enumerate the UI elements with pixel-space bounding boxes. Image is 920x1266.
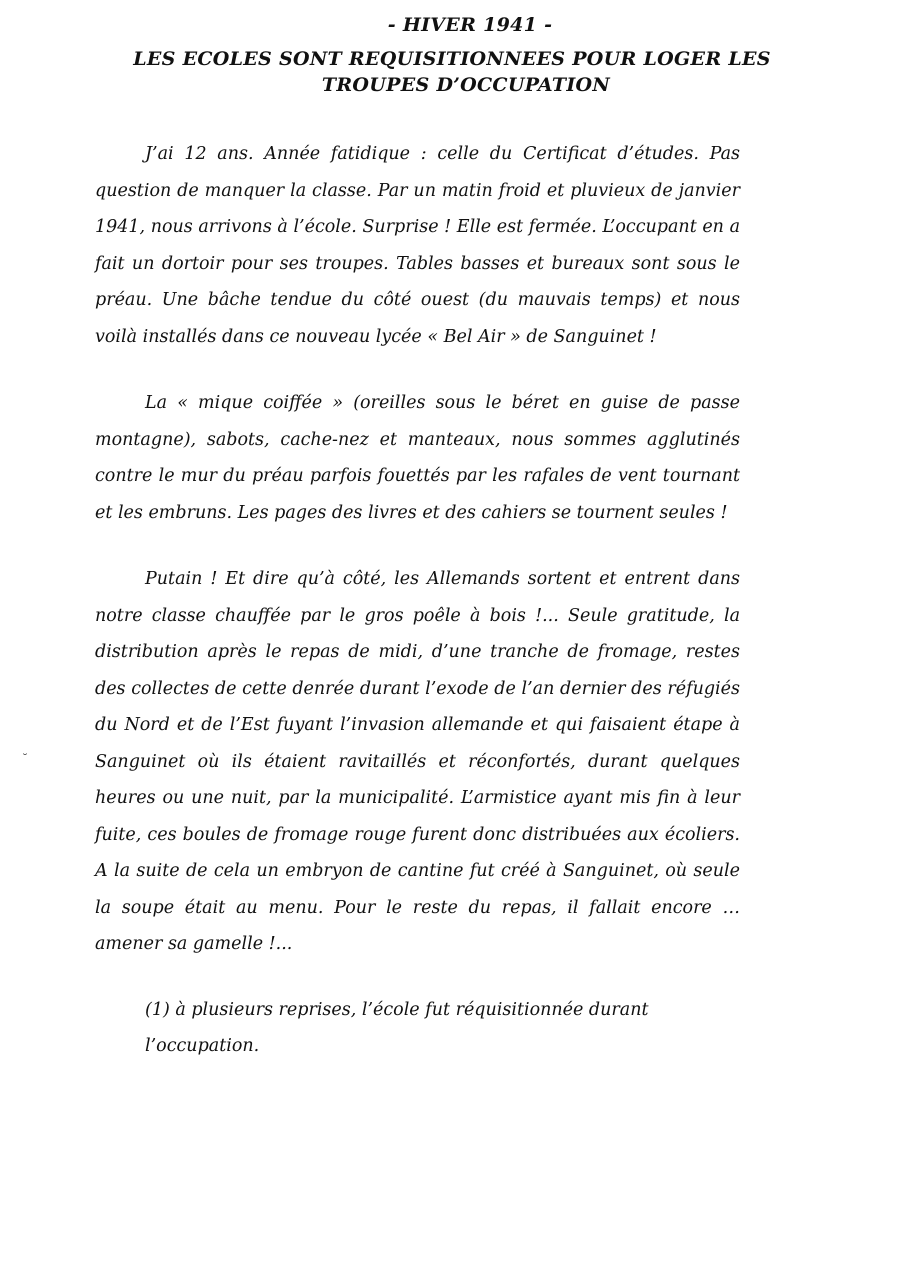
title-line-1: LES ECOLES SONT REQUISITIONNEES POUR LOGER LES [133, 48, 771, 70]
title-year: - HIVER 1941 - [387, 14, 553, 36]
paragraph-3-text: Putain ! Et dire qu’à côté, les Allemands sortent et entrent dans notre classe chauffée par le gros poêle à bois !... Seule gratitude, la distribution après le repas de midi, d’une tranche de fromage, restes des collectes de cette denrée durant l’exode de l’an dernier des réfugiés du Nord et de l’Est fuyant l’invasion allemande et qui faisaient étape à Sanguinet où ils étaient ravitaillés et réconfortés, durant quelques heures ou une nuit, par la municipalité. L’armistice ayant mis fin à leur fuite, ces boules de fromage rouge furent donc distribuées aux écoliers. A la suite de cela un embryon de cantine fut créé à Sanguinet, où seule la soupe était au menu. Pour le reste du repas, il fallait encore … amener sa gamelle !... [95, 569, 740, 954]
paragraph-1-text: J’ai 12 ans. Année fatidique : celle du Certificat d’études. Pas question de manquer la classe. Par un matin froid et pluvieux de janvier 1941, nous arrivons à l’école. Surprise ! Elle est fermée. L’occupant en a fait un dortoir pour ses troupes. Tables basses et bureaux sont sous le préau. Une bâche tendue du côté ouest (du mauvais temps) et nous voilà installés dans ce nouveau lycée « Bel Air » de Sanguinet ! [95, 144, 740, 347]
margin-mark: ˘ [22, 752, 28, 766]
paragraph-2-text: La « mique coiffée » (oreilles sous le béret en guise de passe montagne), sabots, cache-nez et manteaux, nous sommes agglutinés contre le mur du préau parfois fouettés par les rafales de vent tournant et les embruns. Les pages des livres et des cahiers se tournent seules ! [95, 393, 740, 523]
paragraph-3 [95, 561, 740, 963]
paragraph-2 [95, 385, 740, 531]
footnote: (1) à plusieurs reprises, l’école fut réquisitionnée durant l’occupation. [145, 1000, 649, 1056]
title-line-2: TROUPES D’OCCUPATION [321, 74, 611, 96]
paragraph-1 [95, 136, 740, 355]
